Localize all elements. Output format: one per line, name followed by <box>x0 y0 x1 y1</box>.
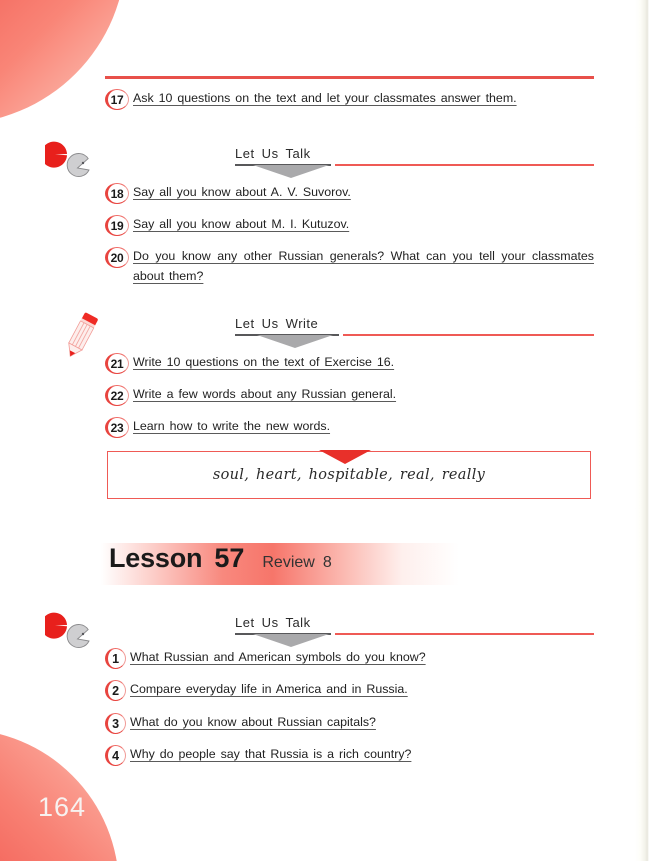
exercise-number-badge <box>105 713 126 734</box>
lesson-banner <box>101 543 459 585</box>
exercise-text: Why do people say that Russia is a rich country? <box>130 747 412 761</box>
exercise-number: 4 <box>112 748 119 763</box>
exercise-number-badge <box>105 247 129 268</box>
section-heading-label: Let Us Talk <box>235 146 311 161</box>
heading-triangle-icon <box>253 165 329 178</box>
exercise-text: Do you know any other Russian generals? What can you tell your classmates about them? <box>133 249 594 283</box>
page-edge-shadow <box>635 0 649 861</box>
exercise-number: 17 <box>110 92 124 107</box>
heading-red-rule <box>335 164 594 166</box>
review-label: Review <box>262 554 315 571</box>
exercise-item <box>105 88 594 110</box>
exercise-item <box>105 214 525 236</box>
section-heading <box>235 316 594 342</box>
speech-bubbles-glyph <box>45 611 101 653</box>
exercise-item <box>105 416 535 438</box>
exercise-number: 18 <box>110 186 124 201</box>
exercise-number-badge <box>105 745 126 766</box>
exercise-number: 20 <box>110 250 124 265</box>
vocabulary-words: soul, heart, hospitable, real, really <box>212 467 486 483</box>
speech-bubbles-icon <box>45 140 101 182</box>
heading-red-rule <box>343 334 594 336</box>
page-number: 164 <box>38 792 87 822</box>
page-edge-line <box>635 0 636 861</box>
exercise-item <box>105 744 535 766</box>
exercise-number-badge <box>105 183 129 204</box>
section-heading-label: Let Us Write <box>235 316 319 331</box>
top-divider-rule <box>105 76 594 79</box>
speech-bubbles-glyph <box>45 140 101 182</box>
vocabulary-triangle-icon <box>319 450 371 464</box>
exercise-text: What Russian and American symbols do you know? <box>130 650 426 664</box>
exercise-text: Say all you know about A. V. Suvorov. <box>133 185 351 199</box>
speech-bubbles-icon <box>45 611 101 653</box>
exercise-number: 2 <box>112 683 119 698</box>
exercise-text: Ask 10 questions on the text and let your classmates answer them. <box>133 91 517 105</box>
exercise-number-badge <box>105 215 129 236</box>
section-heading-label: Let Us Talk <box>235 615 311 630</box>
exercise-text: Write a few words about any Russian general. <box>133 387 397 401</box>
content-column <box>105 0 594 861</box>
exercise-number-badge <box>105 417 129 438</box>
exercise-item <box>105 647 535 669</box>
exercise-number-badge <box>105 353 129 374</box>
exercise-item <box>105 384 535 406</box>
section-heading <box>235 146 594 172</box>
exercise-number-badge <box>105 648 126 669</box>
review-number: 8 <box>322 554 332 571</box>
exercise-item <box>105 352 535 374</box>
exercise-number-badge <box>105 89 129 110</box>
exercise-item <box>105 246 594 286</box>
heading-triangle-icon <box>253 634 329 647</box>
exercise-number: 22 <box>110 388 124 403</box>
pencil-icon <box>60 305 104 361</box>
exercise-number: 23 <box>110 420 124 435</box>
exercise-text: What do you know about Russian capitals? <box>130 715 376 729</box>
exercise-number: 1 <box>112 651 119 666</box>
exercise-text: Say all you know about M. I. Kutuzov. <box>133 217 350 231</box>
exercise-text: Compare everyday life in America and in Russia. <box>130 682 408 696</box>
lesson-number: 57 <box>214 543 245 573</box>
exercise-item <box>105 712 535 734</box>
exercise-number: 3 <box>112 716 119 731</box>
exercise-number: 21 <box>110 356 124 371</box>
heading-red-rule <box>335 633 594 635</box>
exercise-number-badge <box>105 385 129 406</box>
exercise-number-badge <box>105 680 126 701</box>
exercise-text: Learn how to write the new words. <box>133 419 331 433</box>
heading-triangle-icon <box>257 335 333 348</box>
exercise-number: 19 <box>110 218 124 233</box>
exercise-item <box>105 679 535 701</box>
lesson-label: Lesson <box>109 543 203 573</box>
exercise-text: Write 10 questions on the text of Exercise 16. <box>133 355 395 369</box>
section-heading <box>235 615 594 641</box>
pencil-glyph <box>60 305 104 361</box>
exercise-item <box>105 182 525 204</box>
